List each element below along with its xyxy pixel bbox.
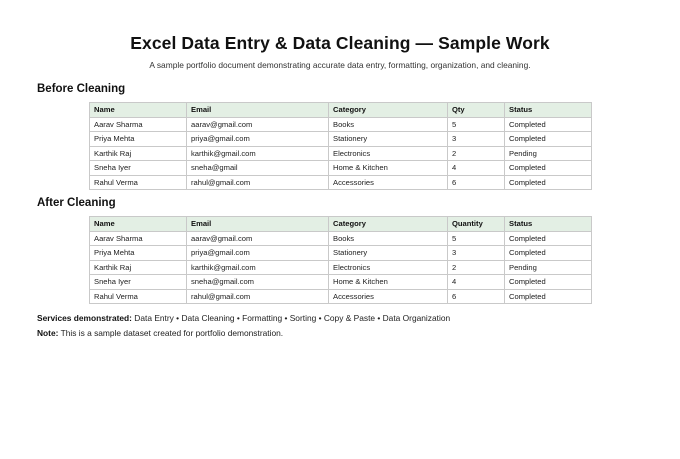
cell-quantity: 4 — [448, 275, 505, 290]
cell-email: priya@gmail.com — [187, 132, 329, 147]
column-header-category: Category — [329, 103, 448, 118]
cell-qty: 3 — [448, 132, 505, 147]
column-header-email: Email — [187, 103, 329, 118]
cell-name: Aarav Sharma — [90, 231, 187, 246]
table-row — [90, 260, 592, 275]
table-row — [90, 275, 592, 290]
cell-category: Books — [329, 117, 448, 132]
cell-status: Completed — [505, 175, 592, 190]
table-row — [90, 175, 592, 190]
cell-category: Electronics — [329, 146, 448, 161]
services-demonstrated — [37, 313, 450, 323]
table-row — [90, 161, 592, 176]
column-header-status: Status — [505, 217, 592, 232]
cell-status: Completed — [505, 117, 592, 132]
cell-category: Home & Kitchen — [329, 275, 448, 290]
cell-email: rahul@gmail.com — [187, 175, 329, 190]
after-cleaning-table — [89, 216, 592, 304]
cell-status: Completed — [505, 289, 592, 304]
cell-email: aarav@gmail.com — [187, 117, 329, 132]
cell-quantity: 2 — [448, 260, 505, 275]
table-row — [90, 117, 592, 132]
cell-email: karthik@gmail.com — [187, 146, 329, 161]
cell-name: Rahul Verma — [90, 289, 187, 304]
cell-name: Aarav Sharma — [90, 117, 187, 132]
table-row — [90, 246, 592, 261]
column-header-quantity: Quantity — [448, 217, 505, 232]
cell-name: Sneha Iyer — [90, 275, 187, 290]
column-header-status: Status — [505, 103, 592, 118]
cell-quantity: 3 — [448, 246, 505, 261]
document-title: Excel Data Entry & Data Cleaning — Sample Work — [130, 33, 550, 53]
cell-email: priya@gmail.com — [187, 246, 329, 261]
column-header-name: Name — [90, 103, 187, 118]
table-header-row — [90, 103, 592, 118]
cell-email: aarav@gmail.com — [187, 231, 329, 246]
cell-category: Electronics — [329, 260, 448, 275]
cell-category: Accessories — [329, 289, 448, 304]
table-row — [90, 231, 592, 246]
cell-quantity: 6 — [448, 289, 505, 304]
before-cleaning-table — [89, 102, 592, 190]
cell-status: Completed — [505, 246, 592, 261]
note-label: Note: — [37, 328, 59, 338]
cell-qty: 4 — [448, 161, 505, 176]
table-header-row — [90, 217, 592, 232]
cell-name: Rahul Verma — [90, 175, 187, 190]
cell-qty: 2 — [448, 146, 505, 161]
cell-status: Completed — [505, 161, 592, 176]
column-header-category: Category — [329, 217, 448, 232]
portfolio-note — [37, 328, 283, 338]
cell-name: Priya Mehta — [90, 246, 187, 261]
cell-qty: 6 — [448, 175, 505, 190]
cell-name: Karthik Raj — [90, 146, 187, 161]
cell-status: Completed — [505, 132, 592, 147]
cell-status: Completed — [505, 275, 592, 290]
column-header-email: Email — [187, 217, 329, 232]
cell-email: karthik@gmail.com — [187, 260, 329, 275]
cell-category: Books — [329, 231, 448, 246]
cell-status: Completed — [505, 231, 592, 246]
cell-name: Sneha Iyer — [90, 161, 187, 176]
column-header-qty: Qty — [448, 103, 505, 118]
column-header-name: Name — [90, 217, 187, 232]
cell-name: Priya Mehta — [90, 132, 187, 147]
cell-email: sneha@gmail.com — [187, 275, 329, 290]
cell-status: Pending — [505, 260, 592, 275]
cell-category: Stationery — [329, 132, 448, 147]
table-row — [90, 289, 592, 304]
cell-category: Stationery — [329, 246, 448, 261]
cell-email: sneha@gmail — [187, 161, 329, 176]
after-cleaning-heading: After Cleaning — [37, 197, 116, 209]
services-label: Services demonstrated: — [37, 313, 132, 323]
cell-category: Accessories — [329, 175, 448, 190]
document-subtitle: A sample portfolio document demonstrating accurate data entry, formatting, organization, and cleaning. — [149, 60, 531, 70]
note-text: This is a sample dataset created for portfolio demonstration. — [58, 328, 284, 338]
cell-category: Home & Kitchen — [329, 161, 448, 176]
table-row — [90, 132, 592, 147]
cell-quantity: 5 — [448, 231, 505, 246]
services-text: Data Entry • Data Cleaning • Formatting • Sorting • Copy & Paste • Data Organization — [131, 313, 451, 323]
cell-status: Pending — [505, 146, 592, 161]
cell-qty: 5 — [448, 117, 505, 132]
table-row — [90, 146, 592, 161]
before-cleaning-heading: Before Cleaning — [37, 83, 126, 95]
cell-email: rahul@gmail.com — [187, 289, 329, 304]
cell-name: Karthik Raj — [90, 260, 187, 275]
